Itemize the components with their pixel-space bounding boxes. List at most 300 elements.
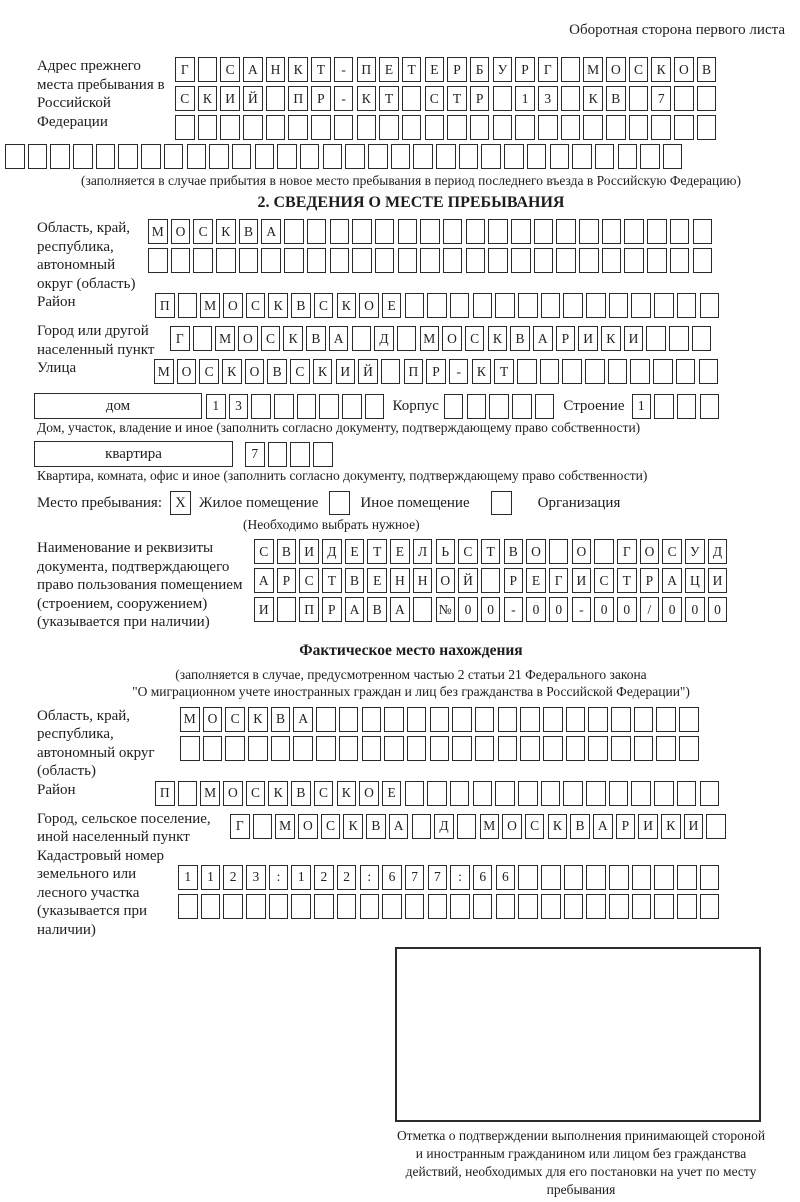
char-box[interactable]: С [458,539,478,564]
checkbox-other-premises[interactable] [329,491,350,515]
char-box[interactable]: 2 [337,865,357,890]
char-box[interactable]: Д [434,814,454,839]
char-box[interactable] [647,219,667,244]
char-box[interactable]: Ь [436,539,456,564]
char-box[interactable] [313,442,333,467]
char-box[interactable]: Т [494,359,514,384]
char-box[interactable] [583,115,603,140]
char-box[interactable] [488,248,508,273]
char-box[interactable] [543,707,563,732]
char-box[interactable] [398,248,418,273]
char-box[interactable] [466,219,486,244]
char-box[interactable] [251,394,271,419]
char-box[interactable] [677,894,697,919]
char-box[interactable] [670,248,690,273]
char-box[interactable]: О [606,57,626,82]
char-box[interactable] [629,86,649,111]
char-box[interactable] [203,736,223,761]
char-box[interactable]: М [148,219,168,244]
char-box[interactable] [651,115,671,140]
char-box[interactable]: 0 [662,597,682,622]
char-box[interactable]: С [465,326,485,351]
char-box[interactable] [450,781,470,806]
char-box[interactable]: О [359,293,379,318]
char-box[interactable] [274,394,294,419]
char-box[interactable]: У [685,539,705,564]
char-box[interactable] [352,219,372,244]
char-box[interactable]: Й [458,568,478,593]
char-box[interactable] [187,144,207,169]
char-box[interactable]: А [662,568,682,593]
char-box[interactable]: : [450,865,470,890]
char-box[interactable] [556,219,576,244]
char-box[interactable]: И [254,597,274,622]
char-box[interactable]: В [606,86,626,111]
char-box[interactable]: И [336,359,356,384]
char-box[interactable] [412,814,432,839]
char-box[interactable] [693,248,713,273]
char-box[interactable]: Т [481,539,501,564]
char-box[interactable]: Г [170,326,190,351]
char-box[interactable]: С [314,781,334,806]
char-box[interactable] [365,394,385,419]
char-box[interactable] [339,736,359,761]
char-box[interactable] [201,894,221,919]
char-box[interactable] [564,894,584,919]
char-box[interactable] [609,293,629,318]
char-box[interactable] [564,865,584,890]
char-box[interactable] [562,359,582,384]
char-box[interactable]: Б [470,57,490,82]
char-box[interactable] [402,86,422,111]
char-box[interactable]: С [246,293,266,318]
char-box[interactable] [473,894,493,919]
char-box[interactable] [284,219,304,244]
char-box[interactable] [436,144,456,169]
char-box[interactable] [300,144,320,169]
char-box[interactable]: П [288,86,308,111]
char-box[interactable]: 1 [291,865,311,890]
char-box[interactable]: В [239,219,259,244]
checkbox-dwelling[interactable]: X [170,491,191,515]
char-box[interactable] [96,144,116,169]
char-box[interactable] [375,219,395,244]
char-box[interactable] [634,736,654,761]
char-box[interactable]: Т [447,86,467,111]
char-box[interactable] [579,248,599,273]
char-box[interactable] [602,248,622,273]
char-box[interactable]: П [155,781,175,806]
char-box[interactable]: Р [616,814,636,839]
char-box[interactable]: Г [230,814,250,839]
char-box[interactable] [656,736,676,761]
char-box[interactable] [255,144,275,169]
char-box[interactable]: П [155,293,175,318]
char-box[interactable] [654,293,674,318]
char-box[interactable] [118,144,138,169]
char-box[interactable] [676,359,696,384]
char-box[interactable]: О [572,539,592,564]
char-box[interactable] [447,115,467,140]
char-box[interactable] [647,248,667,273]
char-box[interactable]: К [288,57,308,82]
char-box[interactable] [198,57,218,82]
char-box[interactable] [398,219,418,244]
char-box[interactable]: О [640,539,660,564]
char-box[interactable]: Т [322,568,342,593]
char-box[interactable] [700,781,720,806]
char-box[interactable] [193,326,213,351]
char-box[interactable]: - [572,597,592,622]
char-box[interactable] [443,248,463,273]
char-box[interactable]: / [640,597,660,622]
char-box[interactable]: 1 [632,394,652,419]
char-box[interactable] [73,144,93,169]
char-box[interactable]: И [684,814,704,839]
char-box[interactable]: О [245,359,265,384]
char-box[interactable]: М [583,57,603,82]
char-box[interactable] [594,539,614,564]
char-box[interactable] [572,144,592,169]
char-box[interactable] [495,293,515,318]
char-box[interactable]: М [200,781,220,806]
char-box[interactable] [430,736,450,761]
char-box[interactable] [216,248,236,273]
char-box[interactable] [141,144,161,169]
char-box[interactable]: В [306,326,326,351]
char-box[interactable]: К [472,359,492,384]
char-box[interactable] [178,293,198,318]
char-box[interactable] [248,736,268,761]
char-box[interactable] [624,219,644,244]
char-box[interactable] [541,865,561,890]
char-box[interactable]: : [269,865,289,890]
char-box[interactable] [225,736,245,761]
char-box[interactable] [609,865,629,890]
char-box[interactable]: К [488,326,508,351]
char-box[interactable] [517,359,537,384]
char-box[interactable] [193,248,213,273]
char-box[interactable] [634,707,654,732]
char-box[interactable] [700,394,720,419]
char-box[interactable] [629,115,649,140]
char-box[interactable] [314,894,334,919]
char-box[interactable] [311,115,331,140]
char-box[interactable] [654,894,674,919]
char-box[interactable]: Р [447,57,467,82]
char-box[interactable] [209,144,229,169]
char-box[interactable]: 0 [617,597,637,622]
char-box[interactable]: С [193,219,213,244]
char-box[interactable]: О [298,814,318,839]
char-box[interactable] [164,144,184,169]
char-box[interactable] [352,248,372,273]
char-box[interactable] [692,326,712,351]
char-box[interactable] [269,894,289,919]
char-box[interactable]: О [436,568,456,593]
char-box[interactable] [362,736,382,761]
char-box[interactable] [608,359,628,384]
char-box[interactable]: К [601,326,621,351]
char-box[interactable]: М [420,326,440,351]
char-box[interactable] [646,326,666,351]
char-box[interactable] [653,359,673,384]
char-box[interactable] [674,86,694,111]
char-box[interactable]: Т [617,568,637,593]
char-box[interactable]: К [248,707,268,732]
char-box[interactable]: В [367,597,387,622]
char-box[interactable] [405,894,425,919]
char-box[interactable] [50,144,70,169]
char-box[interactable] [481,568,501,593]
char-box[interactable]: Д [322,539,342,564]
char-box[interactable]: С [525,814,545,839]
char-box[interactable] [246,894,266,919]
char-box[interactable] [223,894,243,919]
char-box[interactable] [561,57,581,82]
char-box[interactable]: С [425,86,445,111]
char-box[interactable] [631,293,651,318]
char-box[interactable] [561,86,581,111]
char-box[interactable] [489,394,509,419]
char-box[interactable] [677,394,697,419]
char-box[interactable] [609,781,629,806]
char-box[interactable]: 0 [594,597,614,622]
char-box[interactable]: Р [470,86,490,111]
char-box[interactable] [384,707,404,732]
char-box[interactable] [427,781,447,806]
char-box[interactable] [496,894,516,919]
char-box[interactable]: С [314,293,334,318]
char-box[interactable] [654,781,674,806]
char-box[interactable] [586,293,606,318]
char-box[interactable] [493,86,513,111]
char-box[interactable] [452,707,472,732]
char-box[interactable] [450,293,470,318]
char-box[interactable]: О [203,707,223,732]
char-box[interactable] [261,248,281,273]
char-box[interactable] [602,219,622,244]
char-box[interactable] [534,219,554,244]
char-box[interactable] [488,219,508,244]
char-box[interactable]: Е [526,568,546,593]
char-box[interactable]: И [638,814,658,839]
char-box[interactable]: 1 [515,86,535,111]
char-box[interactable]: Е [345,539,365,564]
char-box[interactable] [330,219,350,244]
char-box[interactable] [679,707,699,732]
char-box[interactable] [382,894,402,919]
char-box[interactable]: О [359,781,379,806]
char-box[interactable]: В [267,359,287,384]
char-box[interactable]: О [238,326,258,351]
char-box[interactable] [319,394,339,419]
char-box[interactable]: П [404,359,424,384]
char-box[interactable]: Й [243,86,263,111]
char-box[interactable]: О [526,539,546,564]
char-box[interactable] [677,781,697,806]
char-box[interactable]: А [533,326,553,351]
char-box[interactable] [180,736,200,761]
char-box[interactable]: 0 [708,597,728,622]
char-box[interactable] [293,736,313,761]
char-box[interactable] [339,707,359,732]
char-box[interactable]: К [198,86,218,111]
char-box[interactable] [171,248,191,273]
house-box[interactable]: дом [34,393,202,419]
char-box[interactable] [467,394,487,419]
char-box[interactable] [563,293,583,318]
char-box[interactable] [288,115,308,140]
char-box[interactable] [397,326,417,351]
char-box[interactable]: А [345,597,365,622]
char-box[interactable]: Г [617,539,637,564]
char-box[interactable] [493,115,513,140]
char-box[interactable] [512,394,532,419]
char-box[interactable]: К [583,86,603,111]
char-box[interactable]: В [510,326,530,351]
char-box[interactable]: - [334,57,354,82]
char-box[interactable] [407,707,427,732]
char-box[interactable]: И [624,326,644,351]
char-box[interactable] [674,115,694,140]
char-box[interactable]: 2 [314,865,334,890]
char-box[interactable]: С [662,539,682,564]
char-box[interactable]: Л [413,539,433,564]
char-box[interactable]: 6 [496,865,516,890]
char-box[interactable] [498,707,518,732]
char-box[interactable]: С [261,326,281,351]
char-box[interactable]: О [171,219,191,244]
char-box[interactable] [357,115,377,140]
char-box[interactable] [352,326,372,351]
char-box[interactable] [556,248,576,273]
char-box[interactable] [663,144,683,169]
char-box[interactable] [677,865,697,890]
char-box[interactable]: Р [504,568,524,593]
char-box[interactable]: Р [322,597,342,622]
char-box[interactable] [443,219,463,244]
char-box[interactable] [402,115,422,140]
char-box[interactable]: С [290,359,310,384]
char-box[interactable] [405,293,425,318]
char-box[interactable] [699,359,719,384]
char-box[interactable] [475,736,495,761]
char-box[interactable]: В [271,707,291,732]
char-box[interactable]: В [697,57,717,82]
char-box[interactable]: Н [413,568,433,593]
char-box[interactable]: Ц [685,568,705,593]
char-box[interactable] [631,781,651,806]
char-box[interactable]: С [321,814,341,839]
char-box[interactable] [669,326,689,351]
char-box[interactable] [268,442,288,467]
char-box[interactable] [518,293,538,318]
char-box[interactable] [632,865,652,890]
char-box[interactable] [381,359,401,384]
char-box[interactable]: А [329,326,349,351]
char-box[interactable] [427,293,447,318]
char-box[interactable] [609,894,629,919]
char-box[interactable]: Т [402,57,422,82]
char-box[interactable]: Р [515,57,535,82]
char-box[interactable]: Е [382,781,402,806]
char-box[interactable] [640,144,660,169]
char-box[interactable]: Г [549,568,569,593]
char-box[interactable]: А [293,707,313,732]
char-box[interactable] [588,707,608,732]
char-box[interactable] [425,115,445,140]
char-box[interactable]: В [570,814,590,839]
char-box[interactable] [566,736,586,761]
char-box[interactable]: 1 [178,865,198,890]
char-box[interactable] [611,736,631,761]
char-box[interactable] [630,359,650,384]
char-box[interactable] [550,144,570,169]
char-box[interactable] [466,248,486,273]
char-box[interactable]: М [480,814,500,839]
char-box[interactable]: К [313,359,333,384]
char-box[interactable] [284,248,304,273]
char-box[interactable] [178,781,198,806]
char-box[interactable] [563,781,583,806]
char-box[interactable]: С [594,568,614,593]
char-box[interactable]: М [275,814,295,839]
char-box[interactable] [420,219,440,244]
char-box[interactable] [579,219,599,244]
char-box[interactable]: Е [390,539,410,564]
char-box[interactable] [632,894,652,919]
char-box[interactable] [520,707,540,732]
char-box[interactable] [28,144,48,169]
char-box[interactable]: К [283,326,303,351]
char-box[interactable] [175,115,195,140]
char-box[interactable]: О [223,781,243,806]
char-box[interactable]: Е [382,293,402,318]
char-box[interactable]: С [220,57,240,82]
char-box[interactable]: - [334,86,354,111]
char-box[interactable] [697,86,717,111]
char-box[interactable] [540,359,560,384]
char-box[interactable]: С [299,568,319,593]
char-box[interactable] [407,736,427,761]
char-box[interactable]: О [177,359,197,384]
char-box[interactable]: 7 [651,86,671,111]
char-box[interactable]: К [268,293,288,318]
char-box[interactable] [541,894,561,919]
char-box[interactable]: 2 [223,865,243,890]
char-box[interactable] [232,144,252,169]
char-box[interactable] [475,707,495,732]
char-box[interactable] [504,144,524,169]
char-box[interactable] [375,248,395,273]
char-box[interactable] [430,707,450,732]
char-box[interactable] [588,736,608,761]
char-box[interactable]: А [389,814,409,839]
char-box[interactable]: К [268,781,288,806]
char-box[interactable] [700,293,720,318]
char-box[interactable]: 3 [246,865,266,890]
char-box[interactable]: А [243,57,263,82]
char-box[interactable] [677,293,697,318]
char-box[interactable] [178,894,198,919]
char-box[interactable]: В [504,539,524,564]
char-box[interactable] [413,597,433,622]
char-box[interactable]: И [572,568,592,593]
char-box[interactable] [679,736,699,761]
char-box[interactable] [515,115,535,140]
char-box[interactable]: : [360,865,380,890]
